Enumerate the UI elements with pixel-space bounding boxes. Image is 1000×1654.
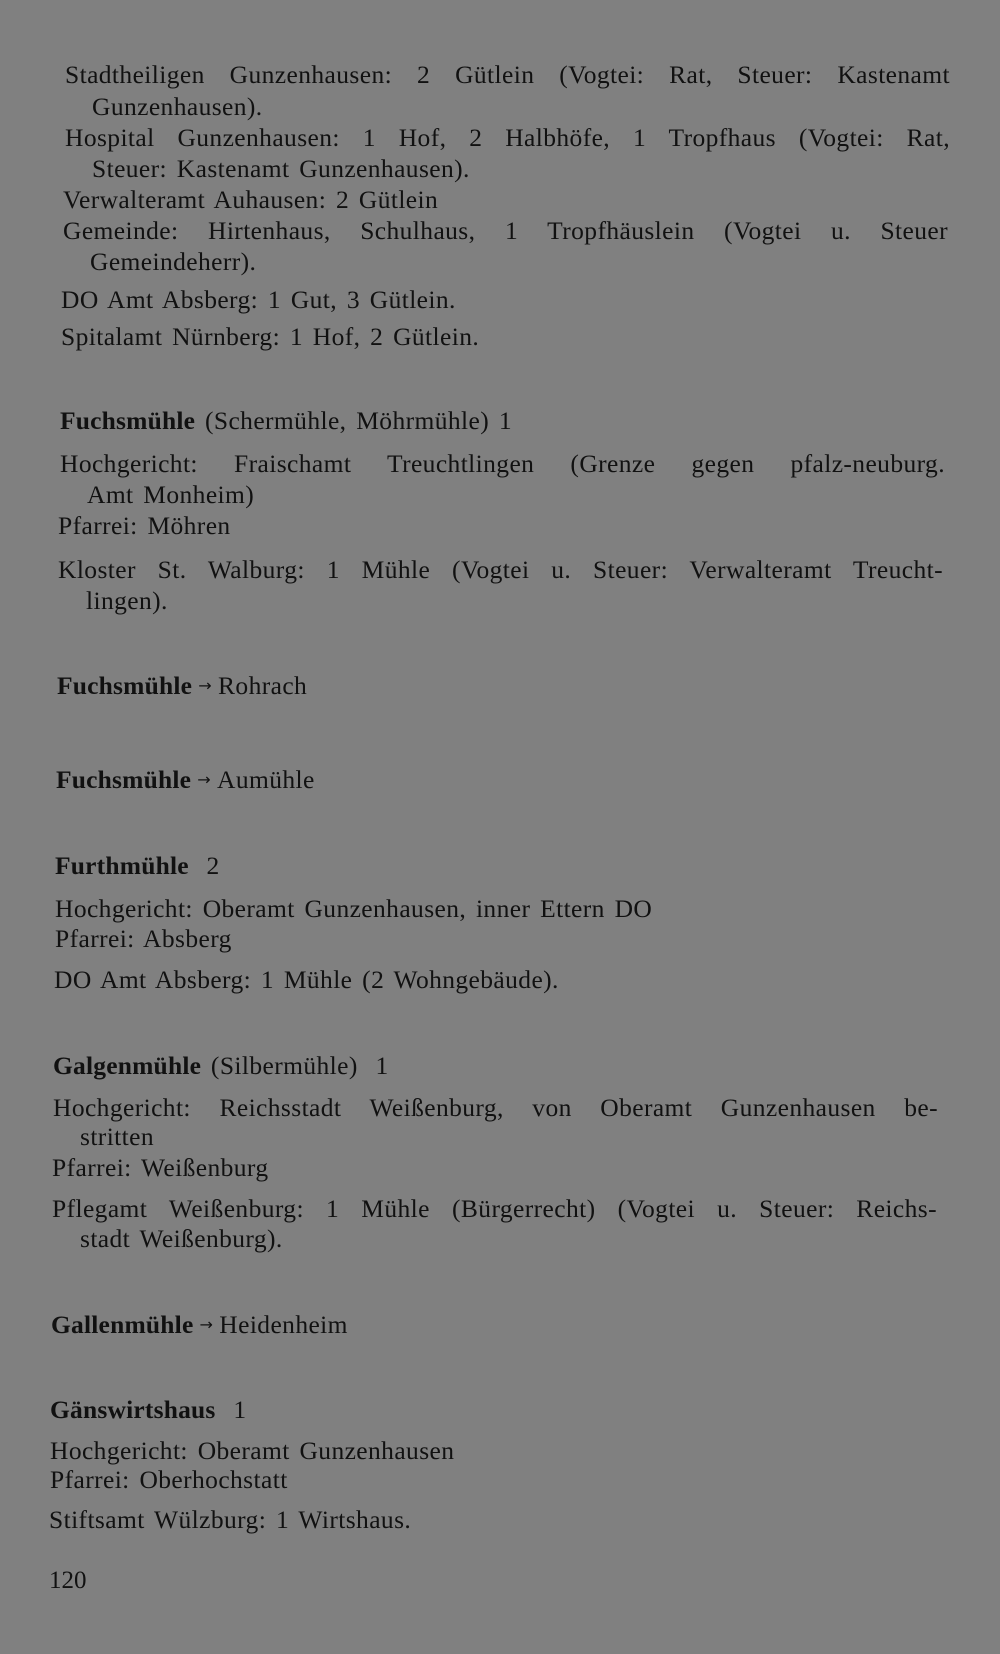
entry-line: Gemeindeherr). [90,247,257,276]
arrow-right-icon: → [199,1315,214,1334]
cross-reference [51,1310,348,1340]
reference-target: Heidenheim [219,1310,348,1339]
entry-name: Fuchsmühle [60,406,196,435]
entry-alias: (Silbermühle) [210,1051,358,1080]
entry-name: Fuchsmühle [56,765,192,794]
entry-line: stadt Weißenburg). [80,1224,283,1253]
entry-line: Hospital Gunzenhausen: 1 Hof, 2 Halbhöfe, 1 Tropfhaus (Vogtei: Rat, [65,123,950,152]
entry-line: Gunzenhausen). [92,92,263,121]
entry-heading [55,851,220,881]
entry-name: Furthmühle [55,851,189,880]
entry-line: Pfarrei: Oberhochstatt [50,1465,288,1494]
entry-line: DO Amt Absberg: 1 Mühle (2 Wohngebäude). [54,965,559,994]
entry-line: Hochgericht: Oberamt Gunzenhausen [50,1436,455,1465]
entry-line: Steuer: Kastenamt Gunzenhausen). [92,154,470,183]
entry-line: DO Amt Absberg: 1 Gut, 3 Gütlein. [61,285,456,314]
entry-heading [60,406,512,436]
entry-line: Amt Monheim) [87,480,255,509]
reference-target: Aumühle [217,765,315,794]
entry-alias: (Schermühle, Möhrmühle) [204,406,490,435]
entry-heading [50,1395,247,1425]
entry-line: Stiftsamt Wülzburg: 1 Wirtshaus. [49,1505,412,1534]
entry-line: Gemeinde: Hirtenhaus, Schulhaus, 1 Tropfhäuslein (Vogtei u. Steuer [63,216,948,245]
entry-count: 1 [375,1051,389,1080]
entry-name: Fuchsmühle [57,671,193,700]
entry-line: Spitalamt Nürnberg: 1 Hof, 2 Gütlein. [61,322,480,351]
entry-line: lingen). [86,586,168,615]
entry-line: stritten [80,1122,155,1151]
page-number: 120 [49,1567,87,1594]
entry-line: Hochgericht: Oberamt Gunzenhausen, inner Ettern DO [55,894,653,923]
cross-reference [57,671,307,701]
arrow-right-icon: → [197,770,212,789]
entry-line: Hochgericht: Reichsstadt Weißenburg, von Oberamt Gunzenhausen be- [53,1093,938,1122]
reference-target: Rohrach [218,671,308,700]
entry-count: 2 [206,851,220,880]
entry-line: Hochgericht: Fraischamt Treuchtlingen (Grenze gegen pfalz-neuburg. [60,449,945,478]
entry-count: 1 [233,1395,247,1424]
cross-reference [56,765,315,795]
entry-name: Galgenmühle [53,1051,202,1080]
entry-line: Stadtheiligen Gunzenhausen: 2 Gütlein (Vogtei: Rat, Steuer: Kastenamt [65,60,950,89]
entry-line: Verwalteramt Auhausen: 2 Gütlein [63,185,439,214]
entry-line: Kloster St. Walburg: 1 Mühle (Vogtei u. Steuer: Verwalteramt Treucht- [58,555,943,584]
entry-line: Pfarrei: Absberg [55,924,232,953]
arrow-right-icon: → [198,676,213,695]
entry-line: Pfarrei: Weißenburg [52,1153,269,1182]
entry-heading [53,1051,389,1081]
entry-line: Pflegamt Weißenburg: 1 Mühle (Bürgerrecht) (Vogtei u. Steuer: Reichs- [52,1194,937,1223]
entry-count: 1 [498,406,513,435]
entry-name: Gänswirtshaus [50,1395,216,1424]
entry-line: Pfarrei: Möhren [58,511,231,540]
entry-name: Gallenmühle [51,1310,194,1339]
